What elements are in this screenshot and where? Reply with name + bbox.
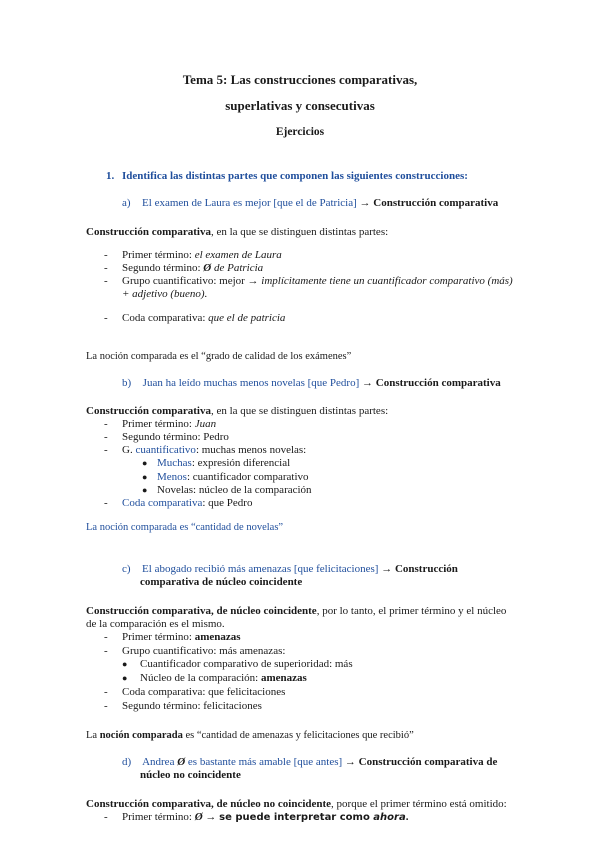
item-c-group: Grupo cuantificativo: más amenazas: <box>122 645 286 657</box>
item-c-letter: c) <box>122 563 131 575</box>
second-term-value: de Patricia <box>211 262 264 274</box>
item-a-intro <box>86 226 388 239</box>
item-c-first-term <box>122 631 241 644</box>
item-a-group <box>122 275 513 288</box>
item-a-result: Construcción comparativa <box>373 197 499 209</box>
item-b-bullet-1 <box>157 457 290 470</box>
notion-rest: es “cantidad de amenazas y felicitaciones que recibió” <box>182 730 414 741</box>
null-symbol: Ø <box>177 756 186 768</box>
bullet-term: Menos <box>157 471 187 483</box>
first-term-end: . <box>405 811 409 823</box>
dash-icon: - <box>104 700 108 712</box>
null-symbol: Ø <box>203 262 212 274</box>
item-a-intro-rest: , en la que se distinguen distintas partes: <box>210 226 389 238</box>
first-term-label: Primer término: <box>122 631 195 643</box>
item-b-second-term: Segundo término: Pedro <box>122 431 229 443</box>
item-b-result: Construcción comparativa <box>375 377 501 389</box>
item-b-letter: b) <box>122 377 132 389</box>
item-d-result-line2: núcleo no coincidente <box>140 769 241 781</box>
first-term-value: el examen de Laura <box>194 249 282 261</box>
group-label: Grupo cuantificativo: mejor <box>122 275 248 287</box>
item-a-notion: La noción comparada es el “grado de calidad de los exámenes” <box>86 351 352 362</box>
notion-bold: noción comparada <box>99 730 183 741</box>
dash-icon: - <box>104 249 108 261</box>
item-b-group <box>122 444 306 457</box>
item-a-intro-bold: Construcción comparativa <box>86 226 211 238</box>
item-c-coda: Coda comparativa: que felicitaciones <box>122 686 286 698</box>
right-arrow-icon: → <box>381 563 393 575</box>
dash-icon: - <box>104 431 108 443</box>
second-term-label: Segundo término: <box>122 262 204 274</box>
bullet-icon: ● <box>122 659 128 669</box>
dash-icon: - <box>104 631 108 643</box>
item-d-sentence-rest: es bastante más amable [que antes] <box>185 756 343 768</box>
item-d-result: Construcción comparativa de <box>358 756 498 768</box>
dash-icon: - <box>104 686 108 698</box>
dash-icon: - <box>104 645 108 657</box>
first-term-value: amenazas <box>194 631 241 643</box>
right-arrow-icon: → <box>344 756 356 768</box>
item-c-bullet-1: Cuantificador comparativo de superioridad: más <box>140 658 353 670</box>
item-d-sentence-pre: Andrea <box>142 756 178 768</box>
dash-icon: - <box>104 312 108 324</box>
item-c-intro <box>86 605 506 618</box>
item-d-letter: d) <box>122 756 132 768</box>
group-label-blue: cuantificativo <box>135 444 196 456</box>
item-c-intro-rest: , por lo tanto, el primer término y el núcleo <box>316 605 507 617</box>
item-b <box>122 377 501 390</box>
item-b-notion: La noción comparada es “cantidad de novelas” <box>86 522 284 533</box>
item-a-group-line2: + adjetivo (bueno). <box>122 288 208 300</box>
page-title: Tema 5: Las construcciones comparativas, <box>182 72 418 87</box>
item-c-intro-line2: de la comparación es el mismo. <box>86 618 225 630</box>
bullet-desc: Núcleo de la comparación: <box>140 672 261 684</box>
item-a-first-term <box>122 249 282 262</box>
item-a-letter: a) <box>122 197 131 209</box>
item-b-intro <box>86 405 388 418</box>
item-d <box>122 756 497 769</box>
dash-icon: - <box>104 262 108 274</box>
group-value: implícitamente tiene un cuantificador comparativo (más) <box>258 275 513 287</box>
item-b-bullet-3 <box>157 484 312 497</box>
dash-icon: - <box>104 275 108 287</box>
item-a-second-term <box>122 262 263 275</box>
item-d-intro-rest: , porque el primer término está omitido: <box>331 798 507 810</box>
item-d-intro-bold: Construcción comparativa, de núcleo no coincidente <box>86 798 332 810</box>
item-d-first-term <box>122 811 408 824</box>
first-term-italic: ahora <box>373 812 406 823</box>
dash-icon: - <box>104 444 108 456</box>
coda-label: Coda comparativa: <box>122 312 209 324</box>
item-c <box>122 563 458 576</box>
item-a-coda <box>122 312 285 325</box>
bullet-icon: ● <box>142 458 148 468</box>
item-b-sentence: Juan ha leído muchas menos novelas [que Pedro] <box>142 377 360 389</box>
first-term-desc: se puede interpretar como <box>219 812 374 823</box>
coda-label: Coda comparativa <box>122 497 203 509</box>
first-term-value: Juan <box>194 418 217 430</box>
notion-pre: La <box>86 730 100 741</box>
item-b-intro-bold: Construcción comparativa <box>86 405 211 417</box>
item-b-intro-rest: , en la que se distinguen distintas partes: <box>210 405 389 417</box>
bullet-icon: ● <box>142 485 148 495</box>
item-b-coda <box>122 497 252 510</box>
item-c-result-line2: comparativa de núcleo coincidente <box>140 576 303 588</box>
first-term-label: Primer término: <box>122 418 195 430</box>
bullet-term: Muchas <box>157 457 192 469</box>
item-c-bullet-2 <box>140 672 307 685</box>
item-c-sentence: El abogado recibió más amenazas [que felicitaciones] <box>142 563 379 575</box>
bullet-desc: Novelas: núcleo de la comparación <box>157 484 312 496</box>
item-a-sentence: El examen de Laura es mejor [que el de Patricia] <box>142 197 357 209</box>
right-arrow-icon: → <box>359 197 371 209</box>
bullet-icon: ● <box>142 472 148 482</box>
item-c-notion <box>86 729 414 742</box>
item-c-result: Construcción <box>394 563 458 575</box>
coda-value: : que Pedro <box>202 497 253 509</box>
group-value: : muchas menos novelas: <box>195 444 307 456</box>
item-c-second-term: Segundo término: felicitaciones <box>122 700 262 712</box>
exercise-instruction: Identifica las distintas partes que componen las siguientes construcciones: <box>122 170 468 182</box>
first-term-label: Primer término: <box>122 811 195 823</box>
right-arrow-icon: → <box>362 377 374 389</box>
item-b-first-term <box>122 418 216 431</box>
first-term-label: Primer término: <box>122 249 195 261</box>
right-arrow-icon: → <box>202 811 220 823</box>
page-subtitle: Ejercicios <box>275 126 325 138</box>
right-arrow-icon: → <box>247 275 259 287</box>
item-b-bullet-2 <box>157 471 309 484</box>
group-label: G. <box>122 444 136 456</box>
item-c-intro-bold: Construcción comparativa, de núcleo coincidente <box>86 605 317 617</box>
bullet-desc: : expresión diferencial <box>191 457 291 469</box>
bullet-value: amenazas <box>260 672 307 684</box>
null-symbol: Ø <box>194 811 203 823</box>
dash-icon: - <box>104 497 108 509</box>
dash-icon: - <box>104 811 108 823</box>
bullet-icon: ● <box>122 673 128 683</box>
item-a <box>122 197 498 210</box>
bullet-desc: : cuantificador comparativo <box>186 471 309 483</box>
item-d-intro <box>86 798 507 811</box>
dash-icon: - <box>104 418 108 430</box>
exercise-number: 1. <box>106 170 115 182</box>
page-title-line2: superlativas y consecutivas <box>225 98 375 113</box>
coda-value: que el de patricia <box>208 312 286 324</box>
